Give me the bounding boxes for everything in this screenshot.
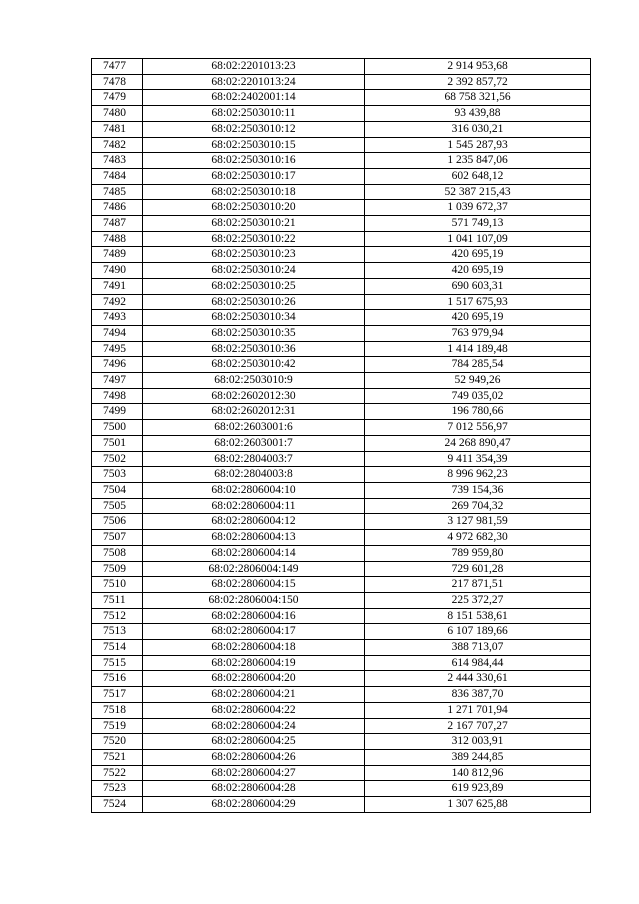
table-row	[92, 404, 591, 420]
table-row	[92, 59, 591, 75]
cadastral-number-cell: 68:02:2806004:27	[143, 765, 365, 781]
cadastral-number-cell: 68:02:2503010:9	[143, 373, 365, 389]
table-row	[92, 797, 591, 813]
row-number-cell: 7484	[92, 168, 143, 184]
table-row	[92, 624, 591, 640]
cadastral-number-cell: 68:02:2503010:18	[143, 184, 365, 200]
cadastral-number-cell: 68:02:2503010:42	[143, 357, 365, 373]
table-row	[92, 278, 591, 294]
row-number-cell: 7508	[92, 545, 143, 561]
table-row	[92, 420, 591, 436]
cadastral-value-cell: 784 285,54	[365, 357, 591, 373]
cadastral-number-cell: 68:02:2201013:24	[143, 74, 365, 90]
row-number-cell: 7523	[92, 781, 143, 797]
row-number-cell: 7483	[92, 153, 143, 169]
cadastral-value-cell: 68 758 321,56	[365, 90, 591, 106]
table-row	[92, 514, 591, 530]
cadastral-number-cell: 68:02:2603001:7	[143, 435, 365, 451]
cadastral-value-cell: 789 959,80	[365, 545, 591, 561]
cadastral-number-cell: 68:02:2603001:6	[143, 420, 365, 436]
cadastral-value-cell: 763 979,94	[365, 325, 591, 341]
table-row	[92, 592, 591, 608]
cadastral-value-cell: 749 035,02	[365, 388, 591, 404]
cadastral-value-cell: 140 812,96	[365, 765, 591, 781]
cadastral-value-cell: 225 372,27	[365, 592, 591, 608]
row-number-cell: 7520	[92, 734, 143, 750]
row-number-cell: 7504	[92, 482, 143, 498]
cadastral-number-cell: 68:02:2804003:8	[143, 467, 365, 483]
cadastral-value-table	[91, 58, 591, 813]
row-number-cell: 7492	[92, 294, 143, 310]
cadastral-number-cell: 68:02:2806004:28	[143, 781, 365, 797]
row-number-cell: 7503	[92, 467, 143, 483]
cadastral-value-cell: 269 704,32	[365, 498, 591, 514]
row-number-cell: 7517	[92, 687, 143, 703]
cadastral-number-cell: 68:02:2806004:15	[143, 577, 365, 593]
cadastral-number-cell: 68:02:2503010:15	[143, 137, 365, 153]
cadastral-number-cell: 68:02:2806004:10	[143, 482, 365, 498]
table-row	[92, 545, 591, 561]
cadastral-value-cell: 93 439,88	[365, 106, 591, 122]
row-number-cell: 7513	[92, 624, 143, 640]
table-row	[92, 325, 591, 341]
cadastral-number-cell: 68:02:2503010:24	[143, 263, 365, 279]
table-row	[92, 734, 591, 750]
row-number-cell: 7489	[92, 247, 143, 263]
table-row	[92, 655, 591, 671]
cadastral-number-cell: 68:02:2806004:12	[143, 514, 365, 530]
row-number-cell: 7493	[92, 310, 143, 326]
table-row	[92, 137, 591, 153]
cadastral-number-cell: 68:02:2503010:35	[143, 325, 365, 341]
cadastral-number-cell: 68:02:2806004:26	[143, 749, 365, 765]
table-body	[92, 59, 591, 813]
cadastral-value-cell: 2 914 953,68	[365, 59, 591, 75]
cadastral-value-cell: 729 601,28	[365, 561, 591, 577]
row-number-cell: 7481	[92, 121, 143, 137]
cadastral-value-cell: 614 984,44	[365, 655, 591, 671]
cadastral-value-cell: 9 411 354,39	[365, 451, 591, 467]
row-number-cell: 7510	[92, 577, 143, 593]
row-number-cell: 7491	[92, 278, 143, 294]
cadastral-value-cell: 2 167 707,27	[365, 718, 591, 734]
row-number-cell: 7505	[92, 498, 143, 514]
cadastral-value-cell: 1 414 189,48	[365, 341, 591, 357]
cadastral-number-cell: 68:02:2503010:20	[143, 200, 365, 216]
row-number-cell: 7522	[92, 765, 143, 781]
table-row	[92, 749, 591, 765]
row-number-cell: 7507	[92, 530, 143, 546]
cadastral-number-cell: 68:02:2503010:16	[143, 153, 365, 169]
cadastral-number-cell: 68:02:2602012:30	[143, 388, 365, 404]
cadastral-value-cell: 196 780,66	[365, 404, 591, 420]
cadastral-value-cell: 217 871,51	[365, 577, 591, 593]
cadastral-number-cell: 68:02:2806004:21	[143, 687, 365, 703]
table-row	[92, 263, 591, 279]
table-row	[92, 561, 591, 577]
row-number-cell: 7479	[92, 90, 143, 106]
cadastral-number-cell: 68:02:2806004:13	[143, 530, 365, 546]
table-row	[92, 310, 591, 326]
cadastral-number-cell: 68:02:2503010:11	[143, 106, 365, 122]
cadastral-value-cell: 388 713,07	[365, 640, 591, 656]
cadastral-number-cell: 68:02:2806004:22	[143, 702, 365, 718]
cadastral-number-cell: 68:02:2806004:18	[143, 640, 365, 656]
table-row	[92, 184, 591, 200]
row-number-cell: 7486	[92, 200, 143, 216]
cadastral-number-cell: 68:02:2201013:23	[143, 59, 365, 75]
cadastral-number-cell: 68:02:2806004:14	[143, 545, 365, 561]
cadastral-value-cell: 4 972 682,30	[365, 530, 591, 546]
cadastral-value-cell: 3 127 981,59	[365, 514, 591, 530]
table-row	[92, 718, 591, 734]
cadastral-number-cell: 68:02:2503010:23	[143, 247, 365, 263]
cadastral-number-cell: 68:02:2503010:34	[143, 310, 365, 326]
table-row	[92, 388, 591, 404]
cadastral-value-cell: 690 603,31	[365, 278, 591, 294]
table-row	[92, 247, 591, 263]
cadastral-number-cell: 68:02:2806004:24	[143, 718, 365, 734]
cadastral-value-cell: 1 307 625,88	[365, 797, 591, 813]
row-number-cell: 7498	[92, 388, 143, 404]
row-number-cell: 7502	[92, 451, 143, 467]
row-number-cell: 7501	[92, 435, 143, 451]
table-row	[92, 357, 591, 373]
table-row	[92, 435, 591, 451]
table-row	[92, 577, 591, 593]
row-number-cell: 7499	[92, 404, 143, 420]
cadastral-value-cell: 571 749,13	[365, 216, 591, 232]
cadastral-value-cell: 2 392 857,72	[365, 74, 591, 90]
cadastral-value-cell: 1 041 107,09	[365, 231, 591, 247]
row-number-cell: 7521	[92, 749, 143, 765]
table-row	[92, 765, 591, 781]
table-row	[92, 106, 591, 122]
table-row	[92, 671, 591, 687]
table-row	[92, 482, 591, 498]
row-number-cell: 7512	[92, 608, 143, 624]
cadastral-number-cell: 68:02:2503010:17	[143, 168, 365, 184]
cadastral-number-cell: 68:02:2806004:17	[143, 624, 365, 640]
table-row	[92, 451, 591, 467]
cadastral-number-cell: 68:02:2503010:26	[143, 294, 365, 310]
table-row	[92, 294, 591, 310]
cadastral-number-cell: 68:02:2806004:25	[143, 734, 365, 750]
cadastral-value-cell: 1 545 287,93	[365, 137, 591, 153]
row-number-cell: 7516	[92, 671, 143, 687]
cadastral-value-cell: 1 271 701,94	[365, 702, 591, 718]
cadastral-value-cell: 52 387 215,43	[365, 184, 591, 200]
cadastral-number-cell: 68:02:2806004:150	[143, 592, 365, 608]
table-row	[92, 168, 591, 184]
row-number-cell: 7485	[92, 184, 143, 200]
cadastral-value-cell: 312 003,91	[365, 734, 591, 750]
table-row	[92, 74, 591, 90]
row-number-cell: 7511	[92, 592, 143, 608]
row-number-cell: 7490	[92, 263, 143, 279]
row-number-cell: 7482	[92, 137, 143, 153]
row-number-cell: 7488	[92, 231, 143, 247]
table-row	[92, 153, 591, 169]
row-number-cell: 7500	[92, 420, 143, 436]
cadastral-value-cell: 420 695,19	[365, 310, 591, 326]
table-row	[92, 467, 591, 483]
cadastral-value-cell: 739 154,36	[365, 482, 591, 498]
row-number-cell: 7506	[92, 514, 143, 530]
cadastral-value-cell: 836 387,70	[365, 687, 591, 703]
cadastral-number-cell: 68:02:2806004:149	[143, 561, 365, 577]
cadastral-number-cell: 68:02:2503010:21	[143, 216, 365, 232]
row-number-cell: 7480	[92, 106, 143, 122]
cadastral-value-cell: 389 244,85	[365, 749, 591, 765]
cadastral-value-cell: 420 695,19	[365, 247, 591, 263]
table-row	[92, 216, 591, 232]
table-row	[92, 687, 591, 703]
cadastral-number-cell: 68:02:2806004:11	[143, 498, 365, 514]
row-number-cell: 7514	[92, 640, 143, 656]
cadastral-value-cell: 1 235 847,06	[365, 153, 591, 169]
cadastral-number-cell: 68:02:2503010:36	[143, 341, 365, 357]
table-row	[92, 200, 591, 216]
cadastral-value-cell: 8 996 962,23	[365, 467, 591, 483]
table-row	[92, 640, 591, 656]
cadastral-number-cell: 68:02:2806004:19	[143, 655, 365, 671]
table-row	[92, 702, 591, 718]
cadastral-value-cell: 8 151 538,61	[365, 608, 591, 624]
cadastral-value-cell: 619 923,89	[365, 781, 591, 797]
cadastral-number-cell: 68:02:2806004:29	[143, 797, 365, 813]
table-row	[92, 781, 591, 797]
row-number-cell: 7524	[92, 797, 143, 813]
row-number-cell: 7496	[92, 357, 143, 373]
row-number-cell: 7497	[92, 373, 143, 389]
row-number-cell: 7515	[92, 655, 143, 671]
cadastral-number-cell: 68:02:2806004:16	[143, 608, 365, 624]
table-row	[92, 530, 591, 546]
table-row	[92, 498, 591, 514]
cadastral-value-cell: 6 107 189,66	[365, 624, 591, 640]
cadastral-number-cell: 68:02:2503010:25	[143, 278, 365, 294]
table-row	[92, 121, 591, 137]
table-row	[92, 341, 591, 357]
cadastral-number-cell: 68:02:2602012:31	[143, 404, 365, 420]
table-row	[92, 373, 591, 389]
cadastral-value-cell: 1 039 672,37	[365, 200, 591, 216]
cadastral-number-cell: 68:02:2503010:12	[143, 121, 365, 137]
cadastral-value-cell: 602 648,12	[365, 168, 591, 184]
cadastral-value-cell: 316 030,21	[365, 121, 591, 137]
cadastral-value-cell: 7 012 556,97	[365, 420, 591, 436]
row-number-cell: 7495	[92, 341, 143, 357]
cadastral-number-cell: 68:02:2806004:20	[143, 671, 365, 687]
table-row	[92, 608, 591, 624]
cadastral-number-cell: 68:02:2402001:14	[143, 90, 365, 106]
row-number-cell: 7509	[92, 561, 143, 577]
table-row	[92, 90, 591, 106]
table-row	[92, 231, 591, 247]
row-number-cell: 7518	[92, 702, 143, 718]
cadastral-value-cell: 2 444 330,61	[365, 671, 591, 687]
cadastral-value-cell: 420 695,19	[365, 263, 591, 279]
cadastral-value-cell: 52 949,26	[365, 373, 591, 389]
row-number-cell: 7494	[92, 325, 143, 341]
row-number-cell: 7519	[92, 718, 143, 734]
cadastral-number-cell: 68:02:2804003:7	[143, 451, 365, 467]
row-number-cell: 7477	[92, 59, 143, 75]
cadastral-value-cell: 1 517 675,93	[365, 294, 591, 310]
row-number-cell: 7478	[92, 74, 143, 90]
cadastral-number-cell: 68:02:2503010:22	[143, 231, 365, 247]
cadastral-value-cell: 24 268 890,47	[365, 435, 591, 451]
row-number-cell: 7487	[92, 216, 143, 232]
